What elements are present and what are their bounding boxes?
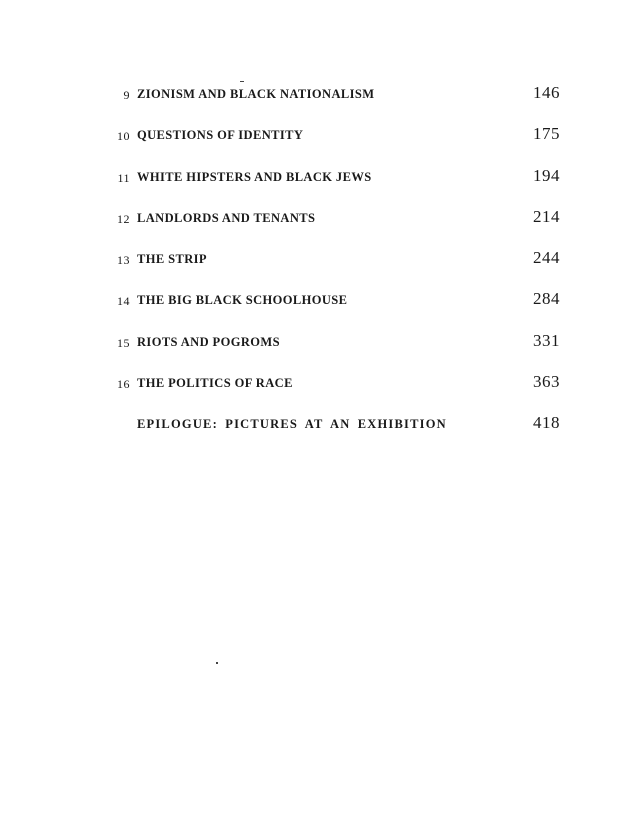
chapter-number: 9 [123, 88, 130, 102]
toc-entry-chapter-11 [100, 165, 570, 206]
toc-entry-epilogue [100, 412, 570, 453]
page-number: 146 [533, 83, 560, 102]
chapter-title: EPILOGUE: PICTURES AT AN EXHIBITION [137, 417, 447, 432]
page-number: 418 [533, 413, 560, 433]
page-number: 194 [533, 165, 560, 185]
print-speck [216, 662, 218, 664]
toc-entry-chapter-16 [100, 371, 570, 412]
chapter-number: 12 [117, 211, 130, 226]
toc-entry-chapter-9 [100, 82, 570, 123]
chapter-title: THE BIG BLACK SCHOOLHOUSE [137, 293, 348, 308]
toc-entry-chapter-12 [100, 206, 570, 247]
chapter-title: QUESTIONS OF IDENTITY [137, 128, 304, 143]
chapter-number: 16 [117, 377, 130, 392]
print-speck [240, 81, 244, 82]
page-number: 284 [533, 289, 560, 309]
page-number: 363 [533, 372, 560, 392]
chapter-title: THE POLITICS OF RACE [137, 376, 293, 391]
table-of-contents [100, 82, 570, 454]
toc-entry-chapter-14 [100, 288, 570, 329]
page-number: 244 [533, 248, 560, 268]
chapter-title: THE STRIP [137, 252, 207, 267]
chapter-title: ZIONISM AND BLACK NATIONALISM [137, 87, 375, 101]
chapter-title: WHITE HIPSTERS AND BLACK JEWS [137, 169, 372, 184]
page-number: 175 [533, 124, 560, 144]
toc-entry-chapter-15 [100, 330, 570, 371]
chapter-number: 13 [117, 253, 130, 268]
chapter-title: RIOTS AND POGROMS [137, 334, 280, 349]
chapter-title: LANDLORDS AND TENANTS [137, 210, 316, 225]
chapter-number: 15 [117, 335, 130, 350]
chapter-number: 10 [117, 129, 130, 144]
chapter-number: 11 [117, 170, 130, 185]
toc-entry-chapter-10 [100, 123, 570, 164]
chapter-number: 14 [117, 294, 130, 309]
page-number: 214 [533, 206, 560, 226]
page-number: 331 [533, 330, 560, 350]
toc-entry-chapter-13 [100, 247, 570, 288]
